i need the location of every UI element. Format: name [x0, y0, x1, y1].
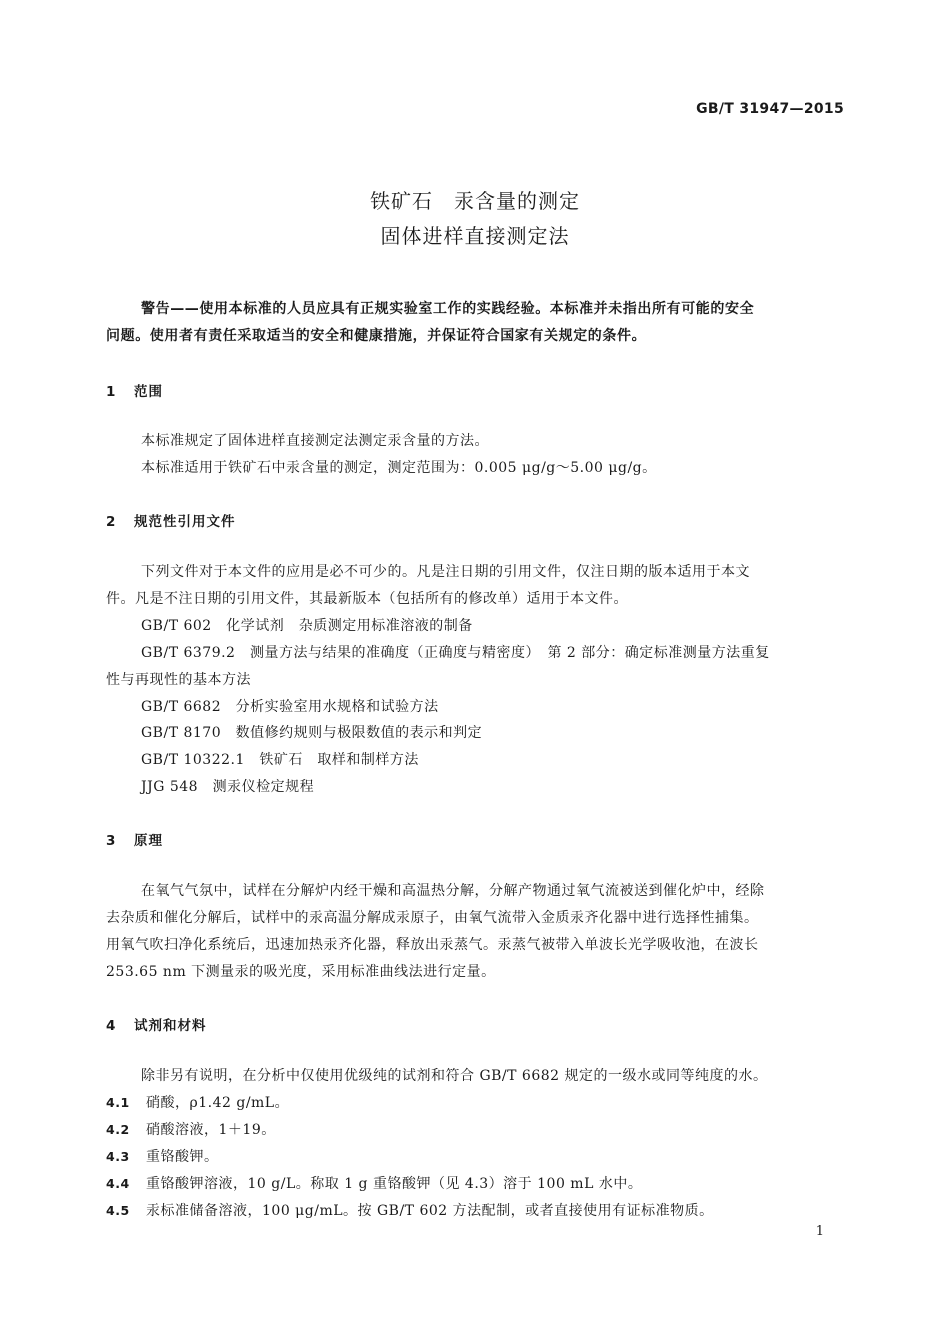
warning-line2: 问题。使用者有责任采取适当的安全和健康措施，并保证符合国家有关规定的条件。 [106, 328, 647, 344]
reagent-item [106, 1173, 642, 1193]
section-title: 原理 [134, 833, 163, 849]
reagent-text: 汞标准储备溶液，100 μg/mL。按 GB/T 602 方法配制，或者直接使用有证标准物质。 [146, 1203, 714, 1219]
reference-item: JJG 548 测汞仪检定规程 [141, 779, 315, 795]
document-title-line2: 固体进样直接测定法 [380, 224, 570, 248]
references-intro-line2: 件。凡是不注日期的引用文件，其最新版本（包括所有的修改单）适用于本文件。 [106, 591, 628, 607]
section-number: 2 [106, 514, 117, 530]
references-intro-line1: 下列文件对于本文件的应用是必不可少的。凡是注日期的引用文件，仅注日期的版本适用于本文 [141, 564, 750, 580]
section-number: 3 [106, 833, 117, 849]
reagent-item [106, 1119, 276, 1139]
reagent-number: 4.3 [106, 1149, 130, 1164]
warning-line1: 警告——使用本标准的人员应具有正规实验室工作的实践经验。本标准并未指出所有可能的安全 [141, 301, 755, 317]
reagent-text: 重铬酸钾。 [146, 1149, 219, 1165]
section-title: 范围 [134, 384, 163, 400]
reagent-item [106, 1146, 219, 1166]
reagent-text: 重铬酸钾溶液，10 g/L。称取 1 g 重铬酸钾（见 4.3）溶于 100 mL 水中。 [146, 1176, 643, 1192]
section-number: 1 [106, 384, 117, 400]
section-title: 试剂和材料 [134, 1018, 207, 1034]
section-heading-principle [106, 829, 163, 849]
reagent-number: 4.5 [106, 1203, 130, 1218]
standard-number: GB/T 31947—2015 [696, 101, 844, 117]
reagent-item [106, 1092, 289, 1112]
reference-item: GB/T 6682 分析实验室用水规格和试验方法 [141, 699, 439, 715]
principle-line2: 去杂质和催化分解后，试样中的汞高温分解成汞原子，由氧气流带入金质汞齐化器中进行选择性捕集。 [106, 910, 759, 926]
section-number: 4 [106, 1018, 117, 1034]
reference-item: GB/T 602 化学试剂 杂质测定用标准溶液的制备 [141, 618, 473, 634]
section-title: 规范性引用文件 [134, 514, 236, 530]
reference-item: GB/T 10322.1 铁矿石 取样和制样方法 [141, 752, 419, 768]
reagent-item [106, 1200, 714, 1220]
document-title-line1: 铁矿石 汞含量的测定 [370, 189, 580, 213]
page-number: 1 [815, 1224, 824, 1239]
scope-paragraph-1: 本标准规定了固体进样直接测定法测定汞含量的方法。 [141, 433, 489, 449]
section-heading-reagents [106, 1014, 207, 1034]
reagent-text: 硝酸，ρ1.42 g/mL。 [146, 1095, 290, 1111]
scope-paragraph-2: 本标准适用于铁矿石中汞含量的测定，测定范围为：0.005 μg/g～5.00 μg/g。 [141, 460, 657, 476]
reagent-number: 4.4 [106, 1176, 130, 1191]
reference-item-continuation: 性与再现性的基本方法 [106, 672, 251, 688]
reagents-intro: 除非另有说明，在分析中仅使用优级纯的试剂和符合 GB/T 6682 规定的一级水或同等纯度的水。 [141, 1068, 768, 1084]
reagent-number: 4.1 [106, 1095, 130, 1110]
section-heading-scope [106, 380, 163, 400]
reference-item: GB/T 8170 数值修约规则与极限数值的表示和判定 [141, 725, 483, 741]
reagent-text: 硝酸溶液，1＋19。 [146, 1122, 276, 1138]
section-heading-normative-references [106, 510, 236, 530]
principle-line4: 253.65 nm 下测量汞的吸光度，采用标准曲线法进行定量。 [106, 964, 496, 980]
principle-line1: 在氧气气氛中，试样在分解炉内经干燥和高温热分解，分解产物通过氧气流被送到催化炉中，经除 [141, 883, 765, 899]
reagent-number: 4.2 [106, 1122, 130, 1137]
principle-line3: 用氧气吹扫净化系统后，迅速加热汞齐化器，释放出汞蒸气。汞蒸气被带入单波长光学吸收池，在波长 [106, 937, 759, 953]
reference-item: GB/T 6379.2 测量方法与结果的准确度（正确度与精密度） 第 2 部分：确定标准测量方法重复 [141, 645, 770, 661]
